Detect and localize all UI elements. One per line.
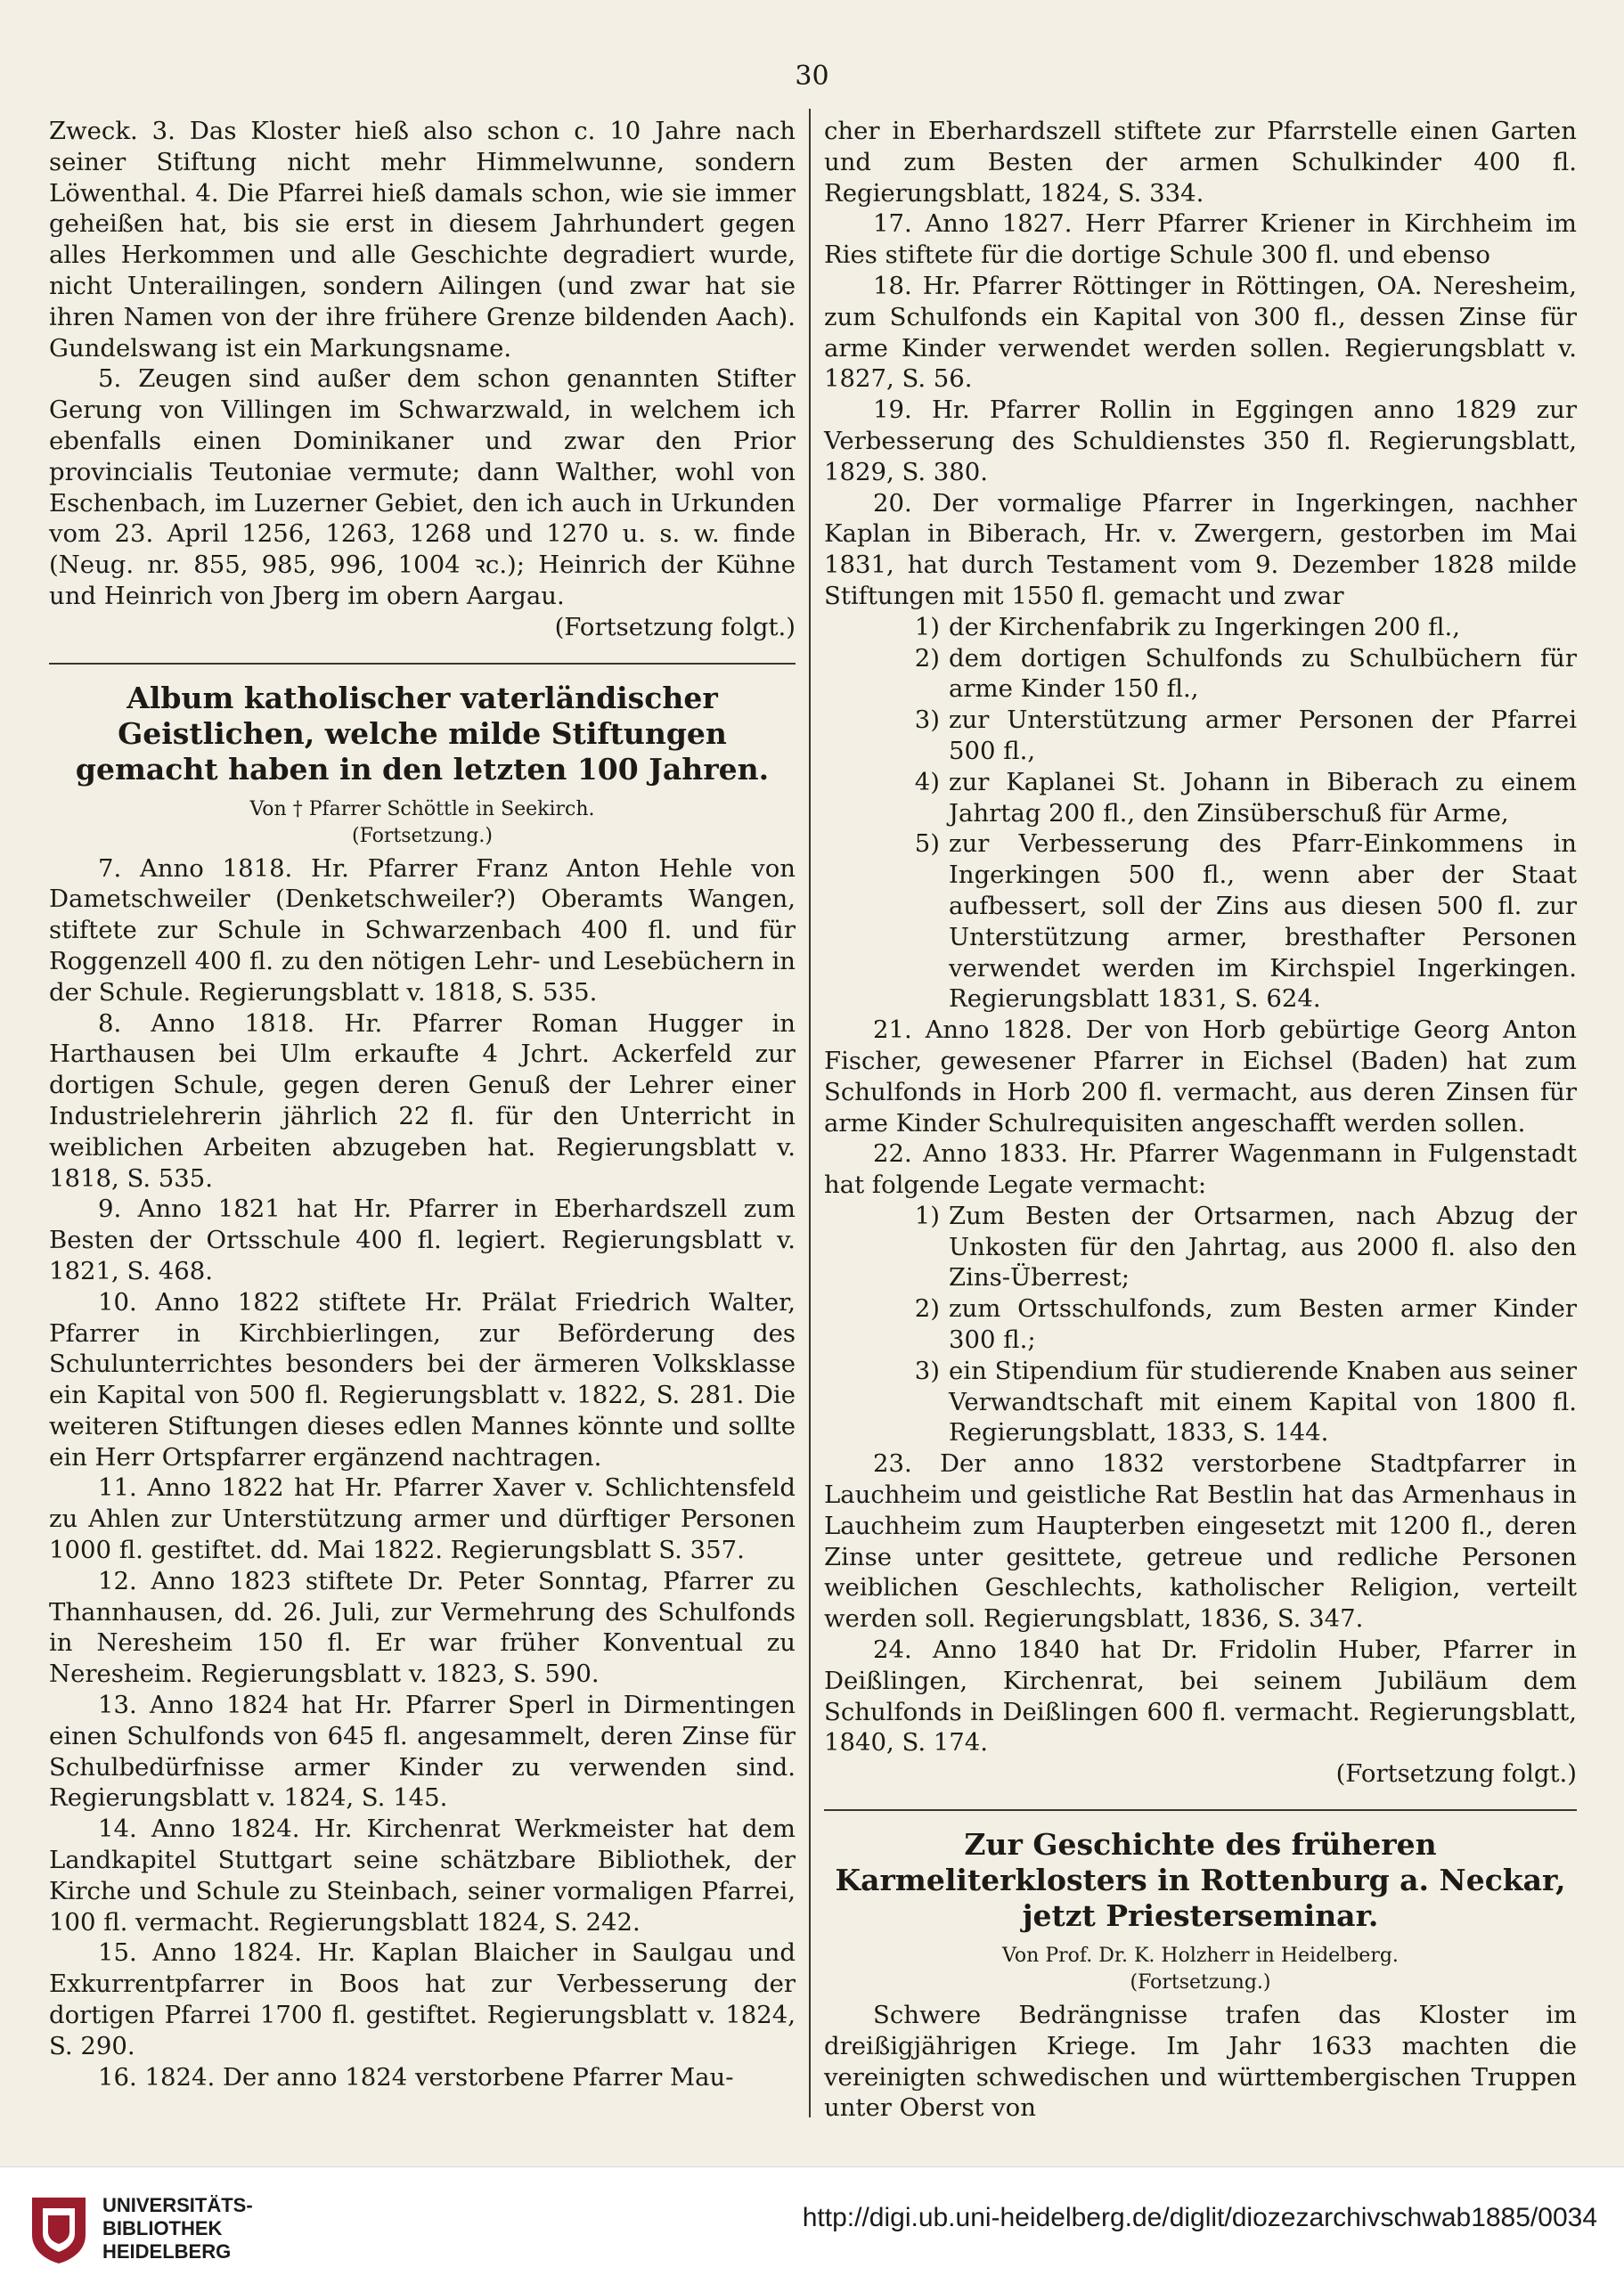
section-separator xyxy=(49,663,796,665)
seal-icon xyxy=(27,2194,91,2265)
left-column xyxy=(49,116,796,2092)
entry-paragraph: 16. 1824. Der anno 1824 verstorbene Pfarrer Mau- xyxy=(98,2062,734,2092)
entry-paragraph: 22. Anno 1833. Hr. Pfarrer Wagenmann in Fulgenstadt hat folgende Legate vermacht: xyxy=(824,1139,1577,1200)
entry-paragraph: 8. Anno 1818. Hr. Pfarrer Roman Hugger in Harthausen bei Ulm erkaufte 4 Jchrt. Ackerfeld zur dortigen Schule, gegen deren Genuß der Lehrer einer Industrielehrerin jährlich 22 fl. für den Unterricht in weiblichen Arbeiten abzugeben hat. Regierungsblatt v. 1818, S. 535. xyxy=(49,1008,796,1193)
list-item xyxy=(877,828,1577,1015)
list-number: 5) xyxy=(914,829,940,859)
entry-paragraph: 7. Anno 1818. Hr. Pfarrer Franz Anton Hehle von Dametschweiler (Denketschweiler?) Oberamts Wangen, stiftete zur Schule in Schwarzenbach 400 fl. und für Roggenzell 400 fl. zu den nötigen Lehr- und Lesebüchern in der Schule. Regierungsblatt v. 1818, S. 535. xyxy=(49,853,796,1007)
intro-paragraph: Zweck. 3. Das Kloster hieß also schon c. 10 Jahre nach seiner Stiftung nicht mehr Himmelwunne, sondern Löwenthal. 4. Die Pfarrei hieß damals schon, wie sie immer geheißen hat, bis sie erst in diesem Jahrhundert gegen alles Herkommen und alle Geschichte degradiert wurde, nicht Unterailingen, sondern Ailingen (und zwar hat sie ihren Namen von der ihre frühere Grenze bildenden Aach). Gundelswang ist ein Markungsname. xyxy=(49,117,796,363)
entry-paragraph: 18. Hr. Pfarrer Röttinger in Röttingen, OA. Neresheim, zum Schulfonds ein Kapital von 300 fl., dessen Zinse für arme Kinder verwendet werden sollen. Regierungsblatt v. 1827, S. 56. xyxy=(824,271,1577,394)
list-number: 3) xyxy=(914,1356,940,1385)
entry-paragraph: 10. Anno 1822 stiftete Hr. Prälat Friedrich Walter, Pfarrer in Kirchbierlingen, zur Beförderung des Schulunterrichtes besonders bei der ärmeren Volksklasse ein Kapital von 500 fl. Regierungsblatt v. 1822, S. 281. Die weiteren Stiftungen dieses edlen Mannes könnte und sollte ein Herr Ortspfarrer ergänzend nachtragen. xyxy=(49,1287,796,1472)
list-number: 4) xyxy=(914,767,940,796)
bequest-list xyxy=(877,612,1577,1015)
entry-paragraph: 21. Anno 1828. Der von Horb gebürtige Georg Anton Fischer, gewesener Pfarrer in Eichsel (Baden) hat zum Schulfonds in Horb 200 fl. vermacht, aus deren Zinsen für arme Kinder Schulrequisiten angeschafft werden sollen. xyxy=(824,1015,1577,1138)
list-item xyxy=(877,1356,1577,1448)
list-text: der Kirchenfabrik zu Ingerkingen 200 fl., xyxy=(949,612,1460,641)
list-text: Zum Besten der Ortsarmen, nach Abzug der Unkosten für den Jahrtag, aus 2000 fl. also den Zins-Überrest; xyxy=(949,1201,1577,1293)
article-byline: Von Prof. Dr. K. Holzherr in Heidelberg. xyxy=(1002,1945,1399,1968)
entry-paragraph: 23. Der anno 1832 verstorbene Stadtpfarrer in Lauchheim und geistliche Rat Bestlin hat das Armenhaus in Lauchheim zum Haupterben eingesetzt mit 1200 fl., deren Zinse unter gesittete, getreue und redliche Personen weiblichen Geschlechts, katholischer Religion, verteilt werden soll. Regierungsblatt, 1836, S. 347. xyxy=(824,1449,1577,1634)
entry-paragraph: 24. Anno 1840 hat Dr. Fridolin Huber, Pfarrer in Deißlingen, Kirchenrat, bei seinem Jubiläum dem Schulfonds in Deißlingen 600 fl. vermacht. Regierungsblatt, 1840, S. 174. xyxy=(824,1635,1577,1758)
list-number: 2) xyxy=(914,1294,940,1324)
list-text: zur Unterstützung armer Personen der Pfarrei 500 fl., xyxy=(949,706,1577,765)
intro-paragraph: 5. Zeugen sind außer dem schon genannten Stifter Gerung von Villingen im Schwarzwald, in welchem ich ebenfalls einen Dominikaner und zwar den Prior provincialis Teutoniae vermute; dann Walther, wohl von Eschenbach, im Luzerner Gebiet, den ich auch in Urkunden vom 23. April 1256, 1263, 1268 und 1270 u. s. w. finde (Neug. nr. 855, 985, 996, 1004 ꝛc.); Heinrich der Kühne und Heinrich von Jberg im obern Aargau. xyxy=(49,364,796,610)
article-title: Zur Geschichte des früheren Karmeliterklosters in Rottenburg a. Neckar, jetzt Priesterseminar. xyxy=(835,1827,1566,1934)
list-text: ein Stipendium für studierende Knaben aus seiner Verwandtschaft mit einem Kapital von 1800 fl. Regierungsblatt, 1833, S. 144. xyxy=(949,1356,1577,1448)
footer-bar xyxy=(0,2166,1624,2292)
article-continuation: (Fortsetzung.) xyxy=(1130,1971,1271,1994)
right-column xyxy=(824,116,1577,2124)
list-item xyxy=(877,705,1577,767)
list-item xyxy=(877,612,1577,643)
list-text: zum Ortsschulfonds, zum Besten armer Kinder 300 fl.; xyxy=(949,1294,1577,1355)
legacy-list xyxy=(877,1201,1577,1448)
article-title: Album katholischer vaterländischer Geistlichen, welche milde Stiftungen gemacht haben in den letzten 100 Jahren. xyxy=(75,680,770,787)
article-byline: Von † Pfarrer Schöttle in Seekirch. xyxy=(249,797,595,820)
list-number: 1) xyxy=(914,1201,940,1230)
list-text: zur Verbesserung des Pfarr-Einkommens in Ingerkingen 500 fl., wenn aber der Staat aufbessert, soll der Zins aus diesen 500 fl. zur Unterstützung armer, bresthafter Personen verwendet werden im Kirchspiel Ingerkingen. Regierungsblatt 1831, S. 624. xyxy=(949,829,1577,1014)
column-divider xyxy=(809,109,811,2117)
section-separator xyxy=(824,1809,1577,1811)
list-text: zur Kaplanei St. Johann in Biberach zu einem Jahrtag 200 fl., den Zinsüberschuß für Arme, xyxy=(949,767,1577,828)
list-text: dem dortigen Schulfonds zu Schulbüchern für arme Kinder 150 fl., xyxy=(949,643,1577,704)
continued-note: (Fortsetzung folgt.) xyxy=(554,612,796,641)
entry-paragraph: 20. Der vormalige Pfarrer in Ingerkingen, nachher Kaplan in Biberach, Hr. v. Zwergern, gestorben im Mai 1831, hat durch Testament vom 9. Dezember 1828 milde Stiftungen mit 1550 fl. gemacht und zwar xyxy=(824,488,1577,610)
library-name-line: HEIDELBERG xyxy=(102,2240,232,2263)
article-continuation: (Fortsetzung.) xyxy=(352,824,493,847)
entry-paragraph: 14. Anno 1824. Hr. Kirchenrat Werkmeister hat dem Landkapitel Stuttgart seine schätzbare Bibliothek, der Kirche und Schule zu Steinbach, seiner vormaligen Pfarrei, 100 fl. vermacht. Regierungsblatt 1824, S. 242. xyxy=(49,1815,796,1937)
article-text: Schwere Bedrängnisse trafen das Kloster im dreißigjährigen Kriege. Im Jahr 1633 machten die vereinigten schwedischen und württembergischen Truppen unter Oberst von xyxy=(824,2001,1577,2123)
entry-paragraph: 12. Anno 1823 stiftete Dr. Peter Sonntag, Pfarrer zu Thannhausen, dd. 26. Juli, zur Vermehrung des Schulfonds in Neresheim 150 fl. Er war früher Konventual zu Neresheim. Regierungsblatt v. 1823, S. 590. xyxy=(49,1566,796,1689)
list-number: 1) xyxy=(914,612,940,641)
source-url[interactable]: http://digi.ub.uni-heidelberg.de/diglit/diozezarchivschwab1885/0034 xyxy=(802,2203,1597,2232)
list-item xyxy=(877,1201,1577,1293)
library-name-line: UNIVERSITÄTS- xyxy=(102,2194,253,2216)
entry-paragraph: 11. Anno 1822 hat Hr. Pfarrer Xaver v. Schlichtensfeld zu Ahlen zur Unterstützung armer und dürftiger Personen 1000 fl. gestiftet. dd. Mai 1822. Regierungsblatt S. 357. xyxy=(49,1473,796,1565)
list-item xyxy=(877,1293,1577,1356)
entry-paragraph: 17. Anno 1827. Herr Pfarrer Kriener in Kirchheim im Ries stiftete für die dortige Schule 300 fl. und ebenso xyxy=(824,209,1577,270)
list-number: 2) xyxy=(914,643,940,673)
library-name-line: BIBLIOTHEK xyxy=(102,2217,223,2239)
entry-paragraph: 19. Hr. Pfarrer Rollin in Eggingen anno 1829 zur Verbesserung des Schuldienstes 350 fl. Regierungsblatt, 1829, S. 380. xyxy=(824,396,1577,486)
library-name xyxy=(102,2194,253,2263)
page-number: 30 xyxy=(795,61,829,92)
list-item xyxy=(877,643,1577,706)
entry-paragraph: 15. Anno 1824. Hr. Kaplan Blaicher in Saulgau und Exkurrentpfarrer in Boos hat zur Verbesserung der dortigen Pfarrei 1700 fl. gestiftet. Regierungsblatt v. 1824, S. 290. xyxy=(49,1938,796,2060)
entry-continuation: cher in Eberhardszell stiftete zur Pfarrstelle einen Garten und zum Besten der armen Schulkinder 400 fl. Regierungsblatt, 1824, S. 334. xyxy=(824,117,1577,208)
list-item xyxy=(877,767,1577,829)
entry-paragraph: 9. Anno 1821 hat Hr. Pfarrer in Eberhardszell zum Besten der Ortsschule 400 fl. legiert. Regierungsblatt v. 1821, S. 468. xyxy=(49,1195,796,1285)
continued-note: (Fortsetzung folgt.) xyxy=(1335,1759,1577,1789)
entry-paragraph: 13. Anno 1824 hat Hr. Pfarrer Sperl in Dirmentingen einen Schulfonds von 645 fl. angesammelt, deren Zinse für Schulbedürfnisse armer Kinder zu verwenden sind. Regierungsblatt v. 1824, S. 145. xyxy=(49,1691,796,1813)
list-number: 3) xyxy=(914,706,940,735)
